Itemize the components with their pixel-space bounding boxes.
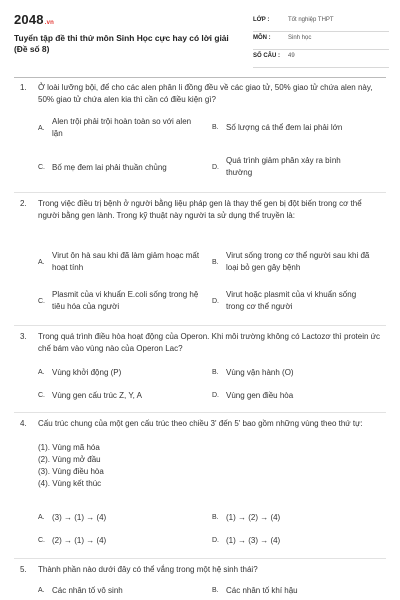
option-2d[interactable]	[212, 289, 387, 315]
option-2a[interactable]	[38, 250, 206, 276]
option-5b[interactable]	[212, 585, 387, 599]
question-number: 1.	[20, 83, 27, 92]
question-text: Thành phần nào dưới đây có thể vắng trong một hệ sinh thái?	[38, 565, 258, 574]
option-letter: D.	[212, 298, 219, 305]
page-header	[0, 0, 400, 74]
option-1d[interactable]	[212, 155, 387, 181]
option-letter: D.	[212, 537, 219, 544]
option-4a[interactable]	[38, 512, 206, 526]
question-text: Ở loài lưỡng bội, để cho các alen phân li đồng đều về các giao tử, 50% giao tử chứa alen này, 50% giao tử chứa alen kia thì cần có điều kiện gì?	[38, 83, 373, 104]
option-text: Virut hoặc plasmit của vi khuẩn sống trong cơ thể người	[226, 290, 357, 311]
question-number: 5.	[20, 565, 27, 574]
site-logo[interactable]	[14, 12, 54, 27]
option-text: Các nhân tố khí hậu	[226, 586, 298, 595]
option-text: Vùng khởi động (P)	[52, 368, 122, 377]
option-4b[interactable]	[212, 512, 387, 526]
option-letter: A.	[38, 587, 45, 594]
logo-text: 2048	[14, 12, 44, 27]
option-letter: B.	[212, 124, 219, 131]
question-text: Cấu trúc chung của một gen cấu trúc theo chiều 3' đến 5' bao gồm những vùng theo thứ tự:	[38, 419, 363, 428]
meta-row-subject	[253, 32, 389, 50]
question-2	[20, 198, 388, 238]
meta-row-grade	[253, 14, 389, 32]
option-text: Số lượng cá thể đem lai phải lớn	[226, 123, 343, 132]
option-2c[interactable]	[38, 289, 206, 315]
option-3b[interactable]	[212, 367, 387, 381]
option-text: Virut sống trong cơ thể người sau khi đã loại bỏ gen gây bệnh	[226, 251, 370, 272]
option-letter: A.	[38, 514, 45, 521]
meta-label: SỐ CÂU :	[253, 53, 280, 59]
question-text: Trong việc điều trị bệnh ở người bằng liệu pháp gen là thay thế gen bị đột biến trong cơ thể người bằng gen lành. Trong kỹ thuật này người ta sử dụng thể truyền là:	[38, 199, 362, 220]
document-title: Tuyển tập đề thi thử môn Sinh Học cực hay có lời giải (Đề số 8)	[14, 33, 229, 54]
question-item: (2). Vùng mở đầu	[38, 455, 101, 464]
question-3	[20, 331, 388, 357]
option-text: Vùng gen cấu trúc Z, Y, A	[52, 391, 142, 400]
option-letter: B.	[212, 369, 219, 376]
option-4c[interactable]	[38, 535, 206, 549]
meta-value: 49	[288, 53, 295, 59]
question-4	[20, 418, 388, 508]
option-2b[interactable]	[212, 250, 387, 276]
option-letter: A.	[38, 125, 45, 132]
meta-value: Sinh học	[288, 35, 312, 41]
question-divider	[14, 325, 386, 326]
option-4d[interactable]	[212, 535, 387, 549]
meta-value: Tốt nghiệp THPT	[288, 17, 334, 23]
question-5	[20, 564, 388, 578]
question-item: (4). Vùng kết thúc	[38, 479, 102, 488]
option-letter: D.	[212, 392, 219, 399]
question-divider	[14, 192, 386, 193]
question-item: (3). Vùng điều hòa	[38, 467, 104, 476]
meta-row-count	[253, 50, 389, 68]
option-text: Các nhân tố vô sinh	[52, 586, 123, 595]
option-letter: B.	[212, 259, 219, 266]
option-5a[interactable]	[38, 585, 206, 599]
question-divider	[14, 412, 386, 413]
option-letter: C.	[38, 392, 45, 399]
option-text: Vùng gen điều hòa	[226, 391, 294, 400]
option-3c[interactable]	[38, 390, 206, 404]
option-1b[interactable]	[212, 122, 387, 136]
option-letter: C.	[38, 298, 45, 305]
option-text: (3) → (1) → (4)	[52, 513, 107, 522]
question-number: 4.	[20, 419, 27, 428]
question-divider	[14, 558, 386, 559]
document-meta	[253, 14, 389, 68]
logo-suffix: .vn	[44, 20, 55, 26]
option-text: (2) → (1) → (4)	[52, 536, 107, 545]
option-text: Virut ôn hà sau khi đã làm giảm hoạc mất hoạt tính	[52, 251, 200, 272]
option-3a[interactable]	[38, 367, 206, 381]
option-text: Quá trình giảm phân xảy ra bình thường	[226, 156, 341, 177]
option-text: (1) → (2) → (4)	[226, 513, 281, 522]
question-number: 3.	[20, 332, 27, 341]
header-divider	[14, 77, 386, 78]
option-text: (1) → (3) → (4)	[226, 536, 281, 545]
meta-label: MÔN :	[253, 35, 271, 41]
option-1c[interactable]	[38, 162, 206, 176]
option-3d[interactable]	[212, 390, 387, 404]
option-letter: A.	[38, 369, 45, 376]
option-letter: B.	[212, 514, 219, 521]
option-letter: A.	[38, 259, 45, 266]
question-item: (1). Vùng mã hóa	[38, 443, 100, 452]
option-text: Vùng vận hành (O)	[226, 368, 294, 377]
option-letter: C.	[38, 537, 45, 544]
option-1a[interactable]	[38, 116, 206, 142]
question-text: Trong quá trình điều hòa hoạt động của Operon. Khi môi trường không có Lactozơ thì protein ức chế bám vào vùng nào của Operon Lac?	[38, 332, 380, 353]
question-items	[38, 442, 378, 490]
option-text: Alen trội phải trội hoàn toàn so với alen lặn	[52, 117, 192, 138]
option-text: Bố mẹ đem lai phải thuần chủng	[52, 163, 167, 172]
option-letter: C.	[38, 164, 45, 171]
option-text: Plasmit của vi khuẩn E.coli sống trong hệ tiêu hóa của người	[52, 290, 199, 311]
option-letter: B.	[212, 587, 219, 594]
question-number: 2.	[20, 199, 27, 208]
meta-label: LỚP :	[253, 17, 270, 23]
option-letter: D.	[212, 164, 219, 171]
